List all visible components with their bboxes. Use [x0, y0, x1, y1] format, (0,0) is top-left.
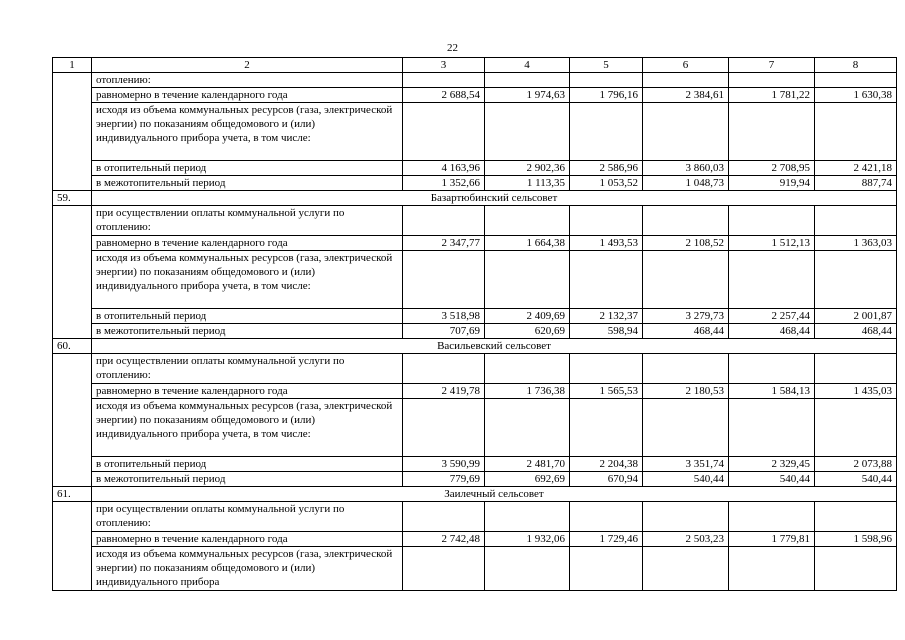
value-cell: 620,69	[485, 324, 570, 339]
value-cell: 2 132,37	[570, 309, 643, 324]
value-cell: 1 352,66	[403, 176, 485, 191]
row-label: равномерно в течение календарного года	[92, 88, 403, 103]
row-label: в отопительный период	[92, 309, 403, 324]
table-row	[53, 399, 897, 457]
value-cell: 468,44	[729, 324, 815, 339]
table-row	[53, 457, 897, 472]
section-title: Васильевский сельсовет	[92, 339, 897, 354]
table-row	[53, 547, 897, 591]
value-cell: 2 409,69	[485, 309, 570, 324]
row-label: при осуществлении оплаты коммунальной услуги по отоплению:	[92, 354, 403, 384]
value-cell: 3 351,74	[643, 457, 729, 472]
column-header: 5	[570, 58, 643, 73]
value-cell: 540,44	[729, 472, 815, 487]
row-label: исходя из объема коммунальных ресурсов (газа, электрической энергии) по показаниям общедомового и (или) индивидуального прибора учета, в том числе:	[92, 103, 403, 161]
table-row	[53, 384, 897, 399]
row-label: равномерно в течение календарного года	[92, 384, 403, 399]
value-cell: 1 729,46	[570, 532, 643, 547]
value-cell: 2 586,96	[570, 161, 643, 176]
value-cell: 2 384,61	[643, 88, 729, 103]
value-cell: 1 565,53	[570, 384, 643, 399]
value-cell: 3 279,73	[643, 309, 729, 324]
value-cell: 1 053,52	[570, 176, 643, 191]
row-label: исходя из объема коммунальных ресурсов (газа, электрической энергии) по показаниям общедомового и (или) индивидуального прибора	[92, 547, 403, 591]
column-header: 7	[729, 58, 815, 73]
value-cell: 887,74	[815, 176, 897, 191]
row-label: равномерно в течение календарного года	[92, 532, 403, 547]
value-cell: 2 073,88	[815, 457, 897, 472]
column-header: 1	[53, 58, 92, 73]
table-row	[53, 206, 897, 236]
column-header: 3	[403, 58, 485, 73]
row-label: равномерно в течение календарного года	[92, 236, 403, 251]
section-header-row	[53, 339, 897, 354]
value-cell: 2 503,23	[643, 532, 729, 547]
value-cell: 1 932,06	[485, 532, 570, 547]
row-label: при осуществлении оплаты коммунальной услуги по отоплению:	[92, 206, 403, 236]
table-row	[53, 161, 897, 176]
row-label: отоплению:	[92, 73, 403, 88]
value-cell: 468,44	[815, 324, 897, 339]
value-cell: 4 163,96	[403, 161, 485, 176]
value-cell: 2 347,77	[403, 236, 485, 251]
value-cell: 707,69	[403, 324, 485, 339]
section-header-row	[53, 191, 897, 206]
value-cell: 1 630,38	[815, 88, 897, 103]
row-index-cell	[53, 73, 92, 191]
value-cell: 2 329,45	[729, 457, 815, 472]
value-cell: 2 421,18	[815, 161, 897, 176]
value-cell: 2 481,70	[485, 457, 570, 472]
value-cell: 1 512,13	[729, 236, 815, 251]
value-cell: 2 180,53	[643, 384, 729, 399]
table-row	[53, 324, 897, 339]
row-index-cell	[53, 502, 92, 591]
value-cell: 2 419,78	[403, 384, 485, 399]
row-label: в межотопительный период	[92, 176, 403, 191]
value-cell: 692,69	[485, 472, 570, 487]
section-title: Базартюбинский сельсовет	[92, 191, 897, 206]
value-cell: 1 736,38	[485, 384, 570, 399]
value-cell: 2 688,54	[403, 88, 485, 103]
row-label: в межотопительный период	[92, 324, 403, 339]
row-index-cell	[53, 206, 92, 339]
table-row	[53, 354, 897, 384]
value-cell: 919,94	[729, 176, 815, 191]
value-cell: 540,44	[815, 472, 897, 487]
row-label: исходя из объема коммунальных ресурсов (газа, электрической энергии) по показаниям общедомового и (или) индивидуального прибора учета, в том числе:	[92, 251, 403, 309]
column-header: 6	[643, 58, 729, 73]
value-cell: 670,94	[570, 472, 643, 487]
value-cell: 540,44	[643, 472, 729, 487]
value-cell: 598,94	[570, 324, 643, 339]
value-cell: 1 113,35	[485, 176, 570, 191]
row-label: в межотопительный период	[92, 472, 403, 487]
table-row	[53, 251, 897, 309]
value-cell: 1 598,96	[815, 532, 897, 547]
value-cell: 2 742,48	[403, 532, 485, 547]
value-cell: 1 584,13	[729, 384, 815, 399]
row-index-cell	[53, 354, 92, 487]
value-cell: 1 493,53	[570, 236, 643, 251]
table-row	[53, 532, 897, 547]
value-cell: 1 048,73	[643, 176, 729, 191]
column-header: 8	[815, 58, 897, 73]
table-row	[53, 502, 897, 532]
table-row	[53, 73, 897, 88]
section-number: 60.	[53, 339, 92, 354]
value-cell: 1 781,22	[729, 88, 815, 103]
value-cell: 2 108,52	[643, 236, 729, 251]
page-number: 22	[447, 42, 458, 54]
value-cell: 2 001,87	[815, 309, 897, 324]
value-cell: 3 590,99	[403, 457, 485, 472]
row-label: при осуществлении оплаты коммунальной услуги по отоплению:	[92, 502, 403, 532]
table-row	[53, 472, 897, 487]
table-row	[53, 236, 897, 251]
section-title: Заилечный сельсовет	[92, 487, 897, 502]
value-cell: 1 664,38	[485, 236, 570, 251]
column-header: 4	[485, 58, 570, 73]
value-cell: 779,69	[403, 472, 485, 487]
column-header-row	[53, 58, 897, 73]
column-header: 2	[92, 58, 403, 73]
value-cell: 468,44	[643, 324, 729, 339]
tariff-table	[52, 57, 897, 591]
value-cell: 1 435,03	[815, 384, 897, 399]
table-row	[53, 88, 897, 103]
value-cell: 1 363,03	[815, 236, 897, 251]
value-cell: 2 204,38	[570, 457, 643, 472]
table-row	[53, 103, 897, 161]
row-label: в отопительный период	[92, 161, 403, 176]
value-cell: 1 779,81	[729, 532, 815, 547]
section-header-row	[53, 487, 897, 502]
value-cell: 2 708,95	[729, 161, 815, 176]
value-cell: 1 974,63	[485, 88, 570, 103]
table-row	[53, 309, 897, 324]
table-row	[53, 176, 897, 191]
value-cell: 3 518,98	[403, 309, 485, 324]
value-cell: 2 257,44	[729, 309, 815, 324]
section-number: 61.	[53, 487, 92, 502]
value-cell: 1 796,16	[570, 88, 643, 103]
value-cell: 2 902,36	[485, 161, 570, 176]
row-label: исходя из объема коммунальных ресурсов (газа, электрической энергии) по показаниям общедомового и (или) индивидуального прибора учета, в том числе:	[92, 399, 403, 457]
section-number: 59.	[53, 191, 92, 206]
row-label: в отопительный период	[92, 457, 403, 472]
value-cell: 3 860,03	[643, 161, 729, 176]
